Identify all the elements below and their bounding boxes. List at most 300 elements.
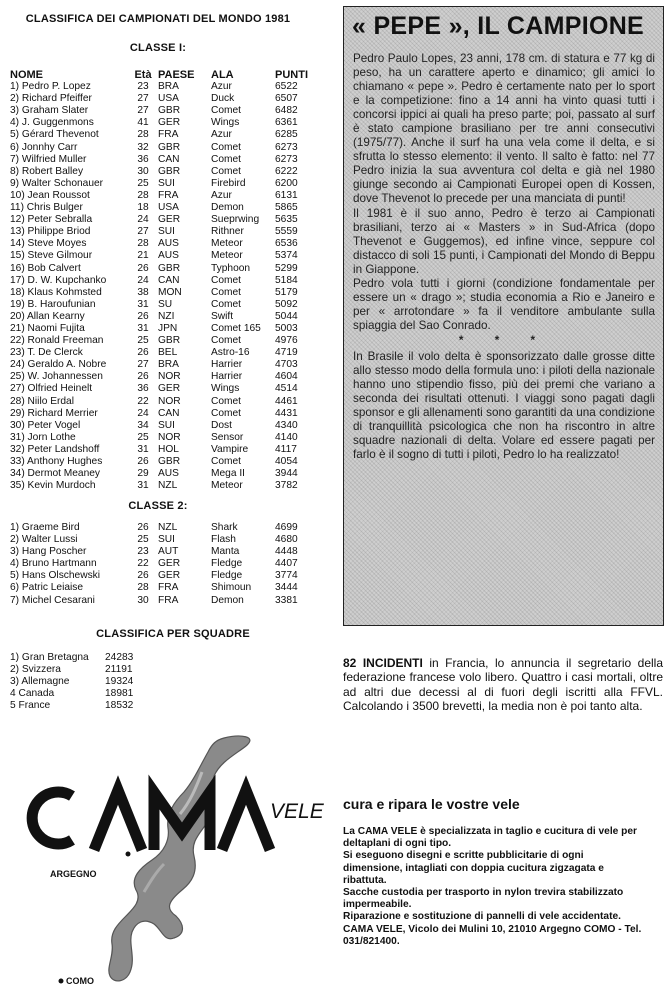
classe2-row-cell: Flash — [211, 534, 236, 546]
classe1-row-cell: Astro-16 — [211, 347, 250, 359]
squadre-row-cell: 19324 — [105, 676, 134, 687]
classe1-row-cell: 5559 — [275, 226, 298, 238]
classe1-row-cell: GBR — [158, 105, 181, 117]
classe1-row-cell: 11) Chris Bulger — [10, 202, 83, 214]
classe1-row-cell: Comet — [211, 407, 242, 419]
classe1-row — [10, 323, 311, 335]
classe1-row-cell: 36 — [137, 383, 149, 395]
classe2-row-cell: 26 — [137, 570, 149, 582]
squadre-row-cell: 18532 — [105, 700, 134, 711]
classe2-row-cell: NZL — [158, 522, 178, 533]
squadre-row-cell: 5 France — [10, 700, 51, 711]
classe1-row-cell: 25 — [137, 177, 149, 189]
classe1-row-cell: 29) Richard Merrier — [10, 407, 98, 419]
classe2-row-cell: 4407 — [275, 558, 298, 570]
squadre-row — [10, 676, 133, 688]
classe1-row-cell: 6522 — [275, 81, 298, 93]
classe1-row-cell: NOR — [158, 431, 181, 443]
classe1-row-cell: 21 — [137, 250, 149, 262]
classe1-row-cell: NOR — [158, 371, 181, 383]
ad-line: La CAMA VELE è specializzata in taglio e cucitura di vele per deltaplani di ogni tipo. — [343, 826, 638, 850]
classe1-row — [10, 93, 311, 105]
classe1-row-cell: JPN — [158, 322, 178, 334]
classe2-row-cell: 3) Hang Poscher — [10, 546, 87, 558]
classe1-header-row — [10, 69, 311, 81]
classe1-row-cell: 20) Allan Kearny — [10, 310, 85, 322]
classe1-row — [10, 105, 311, 117]
classe2-row-cell: 23 — [137, 546, 149, 558]
classe1-row-cell: 6222 — [275, 165, 298, 177]
classe2-row-cell: 4448 — [275, 546, 298, 558]
classe1-row-cell: 25 — [137, 335, 149, 347]
classe2-row — [10, 595, 311, 607]
classe1-row-cell: Firebird — [211, 177, 246, 189]
classe1-row-cell: 32 — [137, 141, 149, 153]
classe1-row-cell: 4140 — [275, 431, 298, 443]
classe1-row-cell: 26 — [137, 347, 149, 359]
classe1-row-cell: GBR — [158, 335, 181, 347]
classe2-row-cell: Shimoun — [211, 582, 252, 594]
classe1-row-cell: 6273 — [275, 141, 298, 153]
classe1-row-cell: 25) W. Johannessen — [10, 371, 103, 383]
classe1-row-cell: BEL — [158, 347, 178, 359]
classe2-row-cell: 2) Walter Lussi — [10, 534, 78, 546]
classe1-row-cell: 12) Peter Sebralla — [10, 214, 93, 226]
classe1-row-cell: 26 — [137, 262, 149, 274]
article-paragraph: Pedro vola tutti i giorni (condizione fondamentale per essere un « drago »; studia economia a Rio e Janeiro e per « arrotondare » fa il venditore ambulante sulla spiaggia del Sao Conrado. — [353, 276, 655, 332]
classe2-row-cell: 4680 — [275, 534, 298, 546]
classe1-row-cell: 18) Klaus Kohmsted — [10, 286, 102, 298]
cama-vele-logo — [14, 732, 324, 992]
classe1-row-cell: 16) Bob Calvert — [10, 262, 81, 274]
classe1-row-cell: 4054 — [275, 456, 298, 467]
col-head-ala: ALA — [211, 69, 234, 81]
classe1-row-cell: AUS — [158, 468, 179, 480]
classe1-row — [10, 129, 311, 141]
classe1-row-cell: CAN — [158, 274, 180, 286]
classe1-row-cell: Rithner — [211, 226, 244, 238]
classe2-row-cell: 4699 — [275, 522, 298, 533]
classe2-row-cell: GER — [158, 570, 181, 582]
classe1-row-cell: GBR — [158, 456, 181, 467]
classe1-row-cell: Comet — [211, 165, 242, 177]
classe2-row-cell: 3444 — [275, 582, 298, 594]
classe1-row-cell: Comet — [211, 335, 242, 347]
classe1-row-cell: 4976 — [275, 335, 298, 347]
squadre-row — [10, 688, 133, 700]
classe2-row-cell: 22 — [137, 558, 149, 570]
classe1-row-cell: 6273 — [275, 153, 298, 165]
classe1-row — [10, 250, 311, 262]
col-head-punti: PUNTI — [275, 69, 308, 81]
como-dot-icon — [59, 979, 64, 984]
classe1-row-cell: 27 — [137, 359, 149, 371]
classe1-row-cell: 26 — [137, 371, 149, 383]
classe2-row-cell: 6) Patric Leiaise — [10, 582, 84, 594]
classe1-row-cell: 27 — [137, 105, 149, 117]
classe1-row-cell: 6507 — [275, 93, 298, 105]
classe1-row-cell: 23) T. De Clerck — [10, 347, 83, 359]
classe1-row-cell: Wings — [211, 117, 240, 129]
classe1-row-cell: GBR — [158, 165, 181, 177]
classe1-row-cell: 4) J. Guggenmons — [10, 117, 94, 129]
classe1-row-cell: 27 — [137, 226, 149, 238]
classe1-row-cell: GBR — [158, 262, 181, 274]
classe1-row-cell: 9) Walter Schonauer — [10, 177, 104, 189]
ad-line: CAMA VELE, Vicolo dei Mulini 10, 21010 Argegno COMO - Tel. 031/821400. — [343, 923, 642, 947]
classe2-rows — [10, 522, 311, 607]
classe1-row-cell: Typhoon — [211, 262, 251, 274]
classe1-table — [10, 69, 311, 492]
classe1-title: CLASSE I: — [129, 42, 187, 54]
classe1-row-cell: 4703 — [275, 359, 298, 371]
classe1-row-cell: 2) Richard Pfeiffer — [10, 93, 92, 105]
classe1-row-cell: 8) Robert Balley — [10, 165, 84, 177]
classe2-row — [10, 558, 311, 570]
classe1-row-cell: SUI — [158, 177, 175, 189]
classe1-row-cell: 4514 — [275, 383, 298, 395]
classe1-row-cell: Vampire — [211, 443, 249, 455]
classe1-row-cell: 5184 — [275, 274, 298, 286]
classe2-row — [10, 546, 311, 558]
classe1-row — [10, 275, 311, 287]
classe1-row-cell: Harrier — [211, 359, 243, 371]
classe1-row-cell: 6361 — [275, 117, 298, 129]
classe1-row-cell: USA — [158, 93, 179, 105]
lake-shape-icon — [109, 736, 250, 981]
classe2-row-cell: 25 — [137, 534, 149, 546]
classe1-row-cell: 26 — [137, 456, 149, 467]
squadre-table — [10, 652, 133, 712]
classe1-row — [10, 263, 311, 275]
classe1-row-cell: 17) D. W. Kupchanko — [10, 274, 107, 286]
squadre-rows — [10, 652, 133, 712]
classe1-row-cell: AUS — [158, 238, 179, 250]
classe2-row-cell: 4) Bruno Hartmann — [10, 558, 97, 570]
classe1-row-cell: Comet — [211, 274, 242, 286]
classe2-row-cell: Fledge — [211, 558, 243, 570]
classe1-row-cell: 31 — [137, 298, 149, 310]
classe1-row — [10, 117, 311, 129]
classe2-row-cell: Fledge — [211, 570, 243, 582]
results-title: CLASSIFICA DEI CAMPIONATI DEL MONDO 1981 — [25, 13, 291, 25]
classe1-row-cell: BRA — [158, 359, 179, 371]
classe1-row-cell: Dost — [211, 419, 232, 431]
classe1-row-cell: 31 — [137, 443, 149, 455]
classe1-row-cell: USA — [158, 202, 179, 214]
classe1-row-cell: 38 — [137, 286, 149, 298]
classe1-row-cell: 28 — [137, 238, 149, 250]
place-argegno: ARGEGNO — [50, 869, 97, 879]
classe1-row-cell: 5635 — [275, 214, 298, 226]
classe1-row-cell: 31) Jorn Lothe — [10, 431, 76, 443]
classe1-row — [10, 178, 311, 190]
classe2-row-cell: Manta — [211, 546, 240, 558]
classe1-row-cell: 13) Philippe Briod — [10, 226, 91, 238]
classe2-row-cell: SUI — [158, 534, 175, 546]
classe1-row-cell: 29 — [137, 468, 149, 480]
classe1-row-cell: Sueprwing — [211, 214, 260, 226]
classe1-row-cell: Meteor — [211, 480, 243, 492]
article-paragraph: Il 1981 è il suo anno, Pedro è terzo ai Campionati brasiliani, terzo ai « Masters » in Sud-Africa (dopo Thevenot e Guggemos), ed infine vince, seppure col distacco di soli 15 punti, i Campionati del Mondo di Beppu in Giappone. — [353, 206, 655, 276]
classe1-row-cell: 15) Steve Gilmour — [10, 250, 93, 262]
classe1-row-cell: 4604 — [275, 371, 298, 383]
classe1-row-cell: Meteor — [211, 238, 243, 250]
classe1-row-cell: Comet — [211, 286, 242, 298]
classe1-row-cell: 4117 — [275, 443, 297, 455]
squadre-row-cell: 4 Canada — [10, 688, 55, 699]
classe1-row-cell: Wings — [211, 383, 240, 395]
classe1-row-cell: 36 — [137, 153, 149, 165]
classe1-row-cell: 32) Peter Landshoff — [10, 443, 100, 455]
classe1-row — [10, 335, 311, 347]
squadre-row-cell: 3) Allemagne — [10, 676, 70, 687]
classe1-row — [10, 166, 311, 178]
classe1-rows — [10, 81, 311, 492]
squadre-row-cell: 2) Svizzera — [10, 664, 61, 675]
classe1-row-cell: GER — [158, 117, 181, 129]
classe1-row — [10, 359, 311, 371]
classe1-row-cell: 5299 — [275, 262, 298, 274]
classe1-row-cell: 19) B. Haroufunian — [10, 298, 96, 310]
article-paragraph: Pedro Paulo Lopes, 23 anni, 178 cm. di statura e 77 kg di peso, ha un carattere aperto e dinamico; gli amici lo chiamano « pepe ». Pedro è certamente nato per lo sport e la competizione: fino a 14 anni ha vinto quasi tutti i concorsi ippici ai quali ha preso parte; poi, passato al surf è stato campione brasiliano per tre anni consecutivi (1975/77). Anche il surf ha una vela come il delta, e si sfrutta lo stesso elemento: il vento. Il salto è fatto: nel 77 Pedro inizia la sua avventura col delta e già nel 1980 giunge secondo ai Campionati Europei open di Kossen, dove Thevenot lo precede per una manciata di punti! — [353, 52, 655, 206]
classe1-row-cell: Comet — [211, 153, 242, 165]
classe1-row — [10, 154, 311, 166]
classe1-row-cell: 18 — [137, 202, 149, 214]
classe1-row-cell: 6536 — [275, 238, 298, 250]
classe1-row-cell: 7) Wilfried Muller — [10, 153, 87, 165]
classe1-row-cell: Comet — [211, 105, 242, 117]
classe1-row-cell: Meteor — [211, 250, 243, 262]
classe1-row — [10, 81, 311, 93]
ad-line: Sacche custodia per trasporto in nylon trevira stabilizzato impermeabile. — [343, 887, 624, 911]
ad-headline: cura e ripara le vostre vele — [343, 796, 520, 812]
col-head-nome: NOME — [10, 69, 43, 81]
classe1-row-cell: 26 — [137, 310, 149, 322]
classe1-row-cell: Sensor — [211, 431, 244, 443]
classe1-row-cell: 24 — [137, 214, 149, 226]
classe1-row — [10, 287, 311, 299]
classe1-row-cell: 28) Niilo Erdal — [10, 395, 74, 407]
classe1-row — [10, 311, 311, 323]
classe1-row — [10, 432, 311, 444]
squadre-row — [10, 700, 133, 712]
logo-sub-text: VELE — [270, 800, 324, 823]
classe1-row-cell: 6) Jonnhy Carr — [10, 141, 78, 153]
classe1-row-cell: SU — [158, 298, 173, 310]
classe2-row — [10, 522, 311, 534]
classe1-row-cell: Mega II — [211, 468, 245, 480]
classe1-row-cell: 27 — [137, 93, 149, 105]
classe1-row-cell: 4719 — [275, 347, 298, 359]
classe2-row-cell: AUT — [158, 546, 179, 558]
classe1-row-cell: 34 — [137, 419, 149, 431]
classe1-row — [10, 299, 311, 311]
classe2-row — [10, 582, 311, 594]
classe1-row-cell: Comet — [211, 395, 242, 407]
classe1-row-cell: MON — [158, 286, 182, 298]
classe1-row-cell: 6200 — [275, 177, 298, 189]
incidents-text: in Francia, lo annuncia il segretario della federazione francese volo libero. Quattro i casi mortali, oltre ad altri due decessi al di fuori degli iscritti alla FFVL. Calcolando i 3500 brevetti, la media non è poi tanto alta. — [343, 656, 664, 714]
classe2-row-cell: 26 — [137, 522, 149, 533]
classe1-row-cell: SUI — [158, 226, 175, 238]
classe1-row-cell: Harrier — [211, 371, 243, 383]
classe1-row-cell: 24 — [137, 407, 149, 419]
classe1-row-cell: AUS — [158, 250, 179, 262]
classe2-table — [10, 522, 311, 607]
classe1-row-cell: 6482 — [275, 105, 298, 117]
classe1-row-cell: 10) Jean Roussot — [10, 189, 90, 201]
classe1-row — [10, 202, 311, 214]
classe1-row-cell: 5865 — [275, 202, 298, 214]
classe1-row-cell: HOL — [158, 443, 179, 455]
classe1-row-cell: 3) Graham Slater — [10, 105, 89, 117]
classe1-row-cell: 4461 — [275, 395, 298, 407]
classe1-row-cell: CAN — [158, 407, 180, 419]
classe1-row — [10, 142, 311, 154]
classe1-row-cell: Azur — [211, 81, 232, 93]
incidents-lead: 82 INCIDENTI — [343, 656, 423, 670]
squadre-row-cell: 21191 — [105, 664, 133, 675]
classe1-row-cell: GER — [158, 383, 181, 395]
classe2-row-cell: FRA — [158, 594, 179, 606]
classe2-row-cell: 5) Hans Olschewski — [10, 570, 101, 582]
article-body — [353, 52, 655, 462]
classe1-row — [10, 347, 311, 359]
classe2-row-cell: Demon — [211, 594, 244, 606]
classe1-row — [10, 396, 311, 408]
classe1-row-cell: 5044 — [275, 310, 298, 322]
squadre-row-cell: 24283 — [105, 652, 134, 663]
classe1-row — [10, 226, 311, 238]
classe1-row-cell: Azur — [211, 189, 232, 201]
classe2-row — [10, 570, 311, 582]
classe1-row-cell: CAN — [158, 153, 180, 165]
classe1-row-cell: Azur — [211, 129, 232, 141]
classe1-row-cell: 6131 — [275, 189, 298, 201]
classe1-row-cell: 5374 — [275, 250, 298, 262]
classe1-row-cell: 30) Peter Vogel — [10, 419, 81, 431]
classe2-row-cell: 28 — [137, 582, 149, 594]
squadre-row — [10, 652, 133, 664]
classe1-row-cell: 33) Anthony Hughes — [10, 456, 103, 467]
classe2-row-cell: 3381 — [275, 594, 298, 606]
classe1-row-cell: Comet — [211, 298, 242, 310]
classe1-row-cell: 25 — [137, 431, 149, 443]
argegno-dot-icon — [126, 852, 131, 857]
ad-line: Riparazione e sostituzione di pannelli di vele accidentate. — [343, 911, 621, 923]
classe1-row — [10, 420, 311, 432]
classe1-row-cell: NZL — [158, 480, 178, 492]
classe1-row-cell: 30 — [137, 165, 149, 177]
classe1-row-cell: 5092 — [275, 298, 298, 310]
classe1-row-cell: 24 — [137, 274, 149, 286]
classe1-row — [10, 214, 311, 226]
classe1-row-cell: 1) Pedro P. Lopez — [10, 81, 91, 93]
classe1-row-cell: 27) Olfried Heinelt — [10, 383, 93, 395]
article-separator: * * * — [458, 333, 550, 347]
classe1-row — [10, 408, 311, 420]
classe1-row-cell: 22) Ronald Freeman — [10, 335, 104, 347]
classe1-row-cell: 5179 — [275, 286, 298, 298]
classe1-row-cell: 22 — [137, 395, 149, 407]
squadre-row — [10, 664, 133, 676]
classe2-row-cell: 1) Graeme Bird — [10, 522, 80, 533]
classe1-row-cell: Comet 165 — [211, 322, 261, 334]
classe1-row-cell: Comet — [211, 456, 242, 467]
classe1-row-cell: 31 — [137, 322, 149, 334]
article-paragraph: In Brasile il volo delta è sponsorizzato dalle grosse ditte allo stesso modo della formula uno: i piloti della nazionale hanno uno stipendio fisso, più dei premi che variano a seconda dei risultati ottenuti. I viaggi sono pagati dagli sponsor e gli allenamenti sono garantiti da una condizione di tranquillità psicologica che non ha riscontro in altre squadre nazionali di delta. Volare ed essere pagati per farlo è il sogno di tutti i piloti, Pedro lo ha realizzato! — [353, 349, 655, 462]
col-head-paese: PAESE — [158, 69, 195, 81]
ad-line: Si eseguono disegni e scritte pubblicitarie di ogni dimensione, intagliati con doppia cucitura zigzagata e ribattuta. — [343, 850, 604, 886]
classe1-row-cell: 6285 — [275, 129, 298, 141]
classe1-row-cell: 28 — [137, 129, 149, 141]
classe2-row-cell: 3774 — [275, 570, 298, 582]
classe1-row-cell: 23 — [137, 81, 149, 93]
classe1-row-cell: 14) Steve Moyes — [10, 238, 87, 250]
classe1-row-cell: Duck — [211, 93, 235, 105]
col-head-eta: Età — [134, 69, 152, 81]
classe1-row — [10, 371, 311, 383]
classe1-row-cell: 4340 — [275, 419, 298, 431]
classe1-row — [10, 238, 311, 250]
classe1-row — [10, 190, 311, 202]
classe1-row-cell: NOR — [158, 395, 181, 407]
classe2-row — [10, 534, 311, 546]
classe2-row-cell: FRA — [158, 582, 179, 594]
place-como: COMO — [66, 976, 94, 986]
classe2-row-cell: 7) Michel Cesarani — [10, 594, 95, 606]
classe1-row-cell: 28 — [137, 189, 149, 201]
classe1-row-cell: FRA — [158, 129, 179, 141]
classe1-row-cell: 4431 — [275, 407, 298, 419]
classe1-row-cell: SUI — [158, 419, 175, 431]
classe1-row — [10, 383, 311, 395]
classe1-row-cell: 3944 — [275, 468, 298, 480]
classe1-row — [10, 480, 311, 492]
classe2-title: CLASSE 2: — [128, 500, 188, 512]
ad-body — [343, 826, 643, 948]
classe1-row-cell: 5003 — [275, 322, 298, 334]
classe1-row — [10, 456, 311, 468]
classe2-row-cell: 30 — [137, 594, 149, 606]
classe1-row-cell: Comet — [211, 141, 242, 153]
classe1-row-cell: Swift — [211, 310, 234, 322]
classe1-row-cell: NZI — [158, 310, 175, 322]
article-title: « PEPE », IL CAMPIONE — [352, 12, 645, 40]
classe2-row-cell: Shark — [211, 522, 238, 533]
classe1-row-cell: 31 — [137, 480, 149, 492]
classe1-row-cell: 3782 — [275, 480, 298, 492]
squadre-title: CLASSIFICA PER SQUADRE — [96, 628, 250, 640]
classe1-row — [10, 444, 311, 456]
incidents-note — [343, 656, 663, 714]
classe2-row-cell: GER — [158, 558, 181, 570]
classe1-row-cell: 21) Naomi Fujita — [10, 322, 85, 334]
classe1-row-cell: 35) Kevin Murdoch — [10, 480, 96, 492]
classe1-row-cell: 24) Geraldo A. Nobre — [10, 359, 107, 371]
classe1-row — [10, 468, 311, 480]
classe1-row-cell: 34) Dermot Meaney — [10, 468, 101, 480]
classe1-row-cell: 41 — [137, 117, 149, 129]
squadre-row-cell: 18981 — [105, 688, 134, 699]
classe1-row-cell: BRA — [158, 81, 179, 93]
classe1-row-cell: FRA — [158, 189, 179, 201]
classe1-row-cell: Demon — [211, 202, 244, 214]
classe1-row-cell: GBR — [158, 141, 181, 153]
classe1-row-cell: GER — [158, 214, 181, 226]
squadre-row-cell: 1) Gran Bretagna — [10, 652, 89, 663]
